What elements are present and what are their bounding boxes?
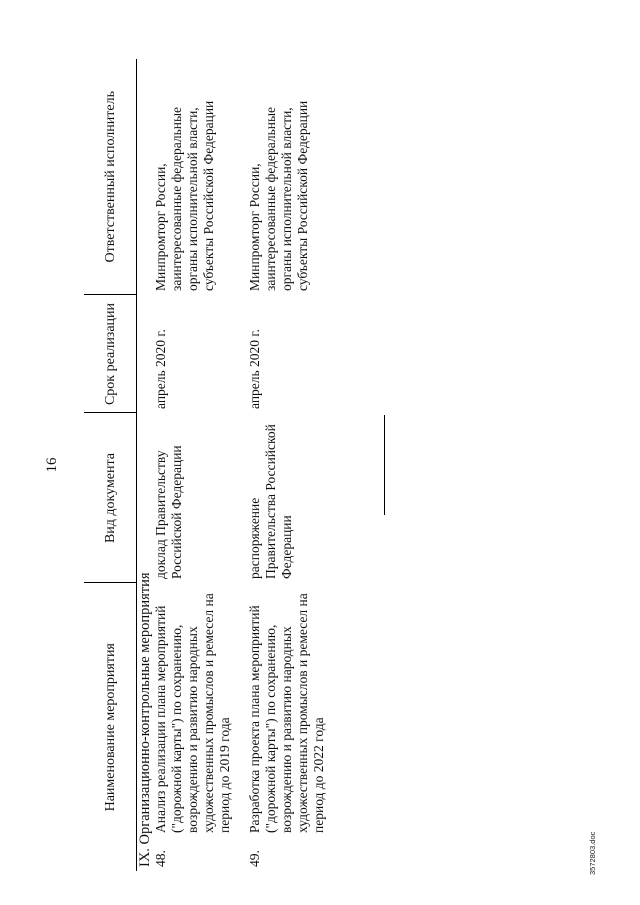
- document-type: доклад Правительству Российской Федерации: [153, 445, 184, 579]
- activities-table: [84, 59, 327, 871]
- page-number: 16: [44, 457, 60, 473]
- section-title: IX. Организационно-контрольные мероприятия: [137, 572, 153, 867]
- header-deadline: Срок реализации: [84, 295, 137, 413]
- document-type: распоряжение Правительства Российской Федерации: [247, 424, 294, 579]
- table-header-row: [84, 59, 137, 871]
- row-number: 48.: [153, 850, 168, 867]
- closing-divider-line: [384, 415, 385, 515]
- header-document-type: Вид документа: [84, 413, 137, 583]
- table-row: [153, 59, 233, 871]
- document-page: [40, 55, 600, 875]
- activity-name: Анализ реализации плана мероприятий ("дорожной карты") по сохранению, возрождению и развитию народных художественных промыслов и ремесел на период до 2019 года: [153, 593, 232, 833]
- deadline: апрель 2020 г.: [153, 329, 168, 409]
- deadline: апрель 2020 г.: [247, 329, 262, 409]
- responsible-executor: Минпромторг России, заинтересованные федеральные органы исполнительной власти, субъекты Российской Федерации: [153, 100, 216, 291]
- row-spacer: [233, 59, 247, 871]
- activity-cell: [153, 583, 233, 871]
- activity-cell: [247, 583, 327, 871]
- header-responsible: Ответственный исполнитель: [84, 59, 137, 295]
- section-row: [137, 59, 154, 871]
- table-row: [247, 59, 327, 871]
- activity-name: Разработка проекта плана мероприятий ("дорожной карты") по сохранению, возрождению и развитию народных художественных промыслов и ремесел на период до 2022 года: [247, 593, 326, 833]
- header-activity-name: Наименование мероприятия: [84, 583, 137, 871]
- row-number: 49.: [247, 850, 262, 867]
- document-code: 3572803.doc: [588, 831, 597, 875]
- responsible-executor: Минпромторг России, заинтересованные федеральные органы исполнительной власти, субъекты Российской Федерации: [247, 100, 310, 291]
